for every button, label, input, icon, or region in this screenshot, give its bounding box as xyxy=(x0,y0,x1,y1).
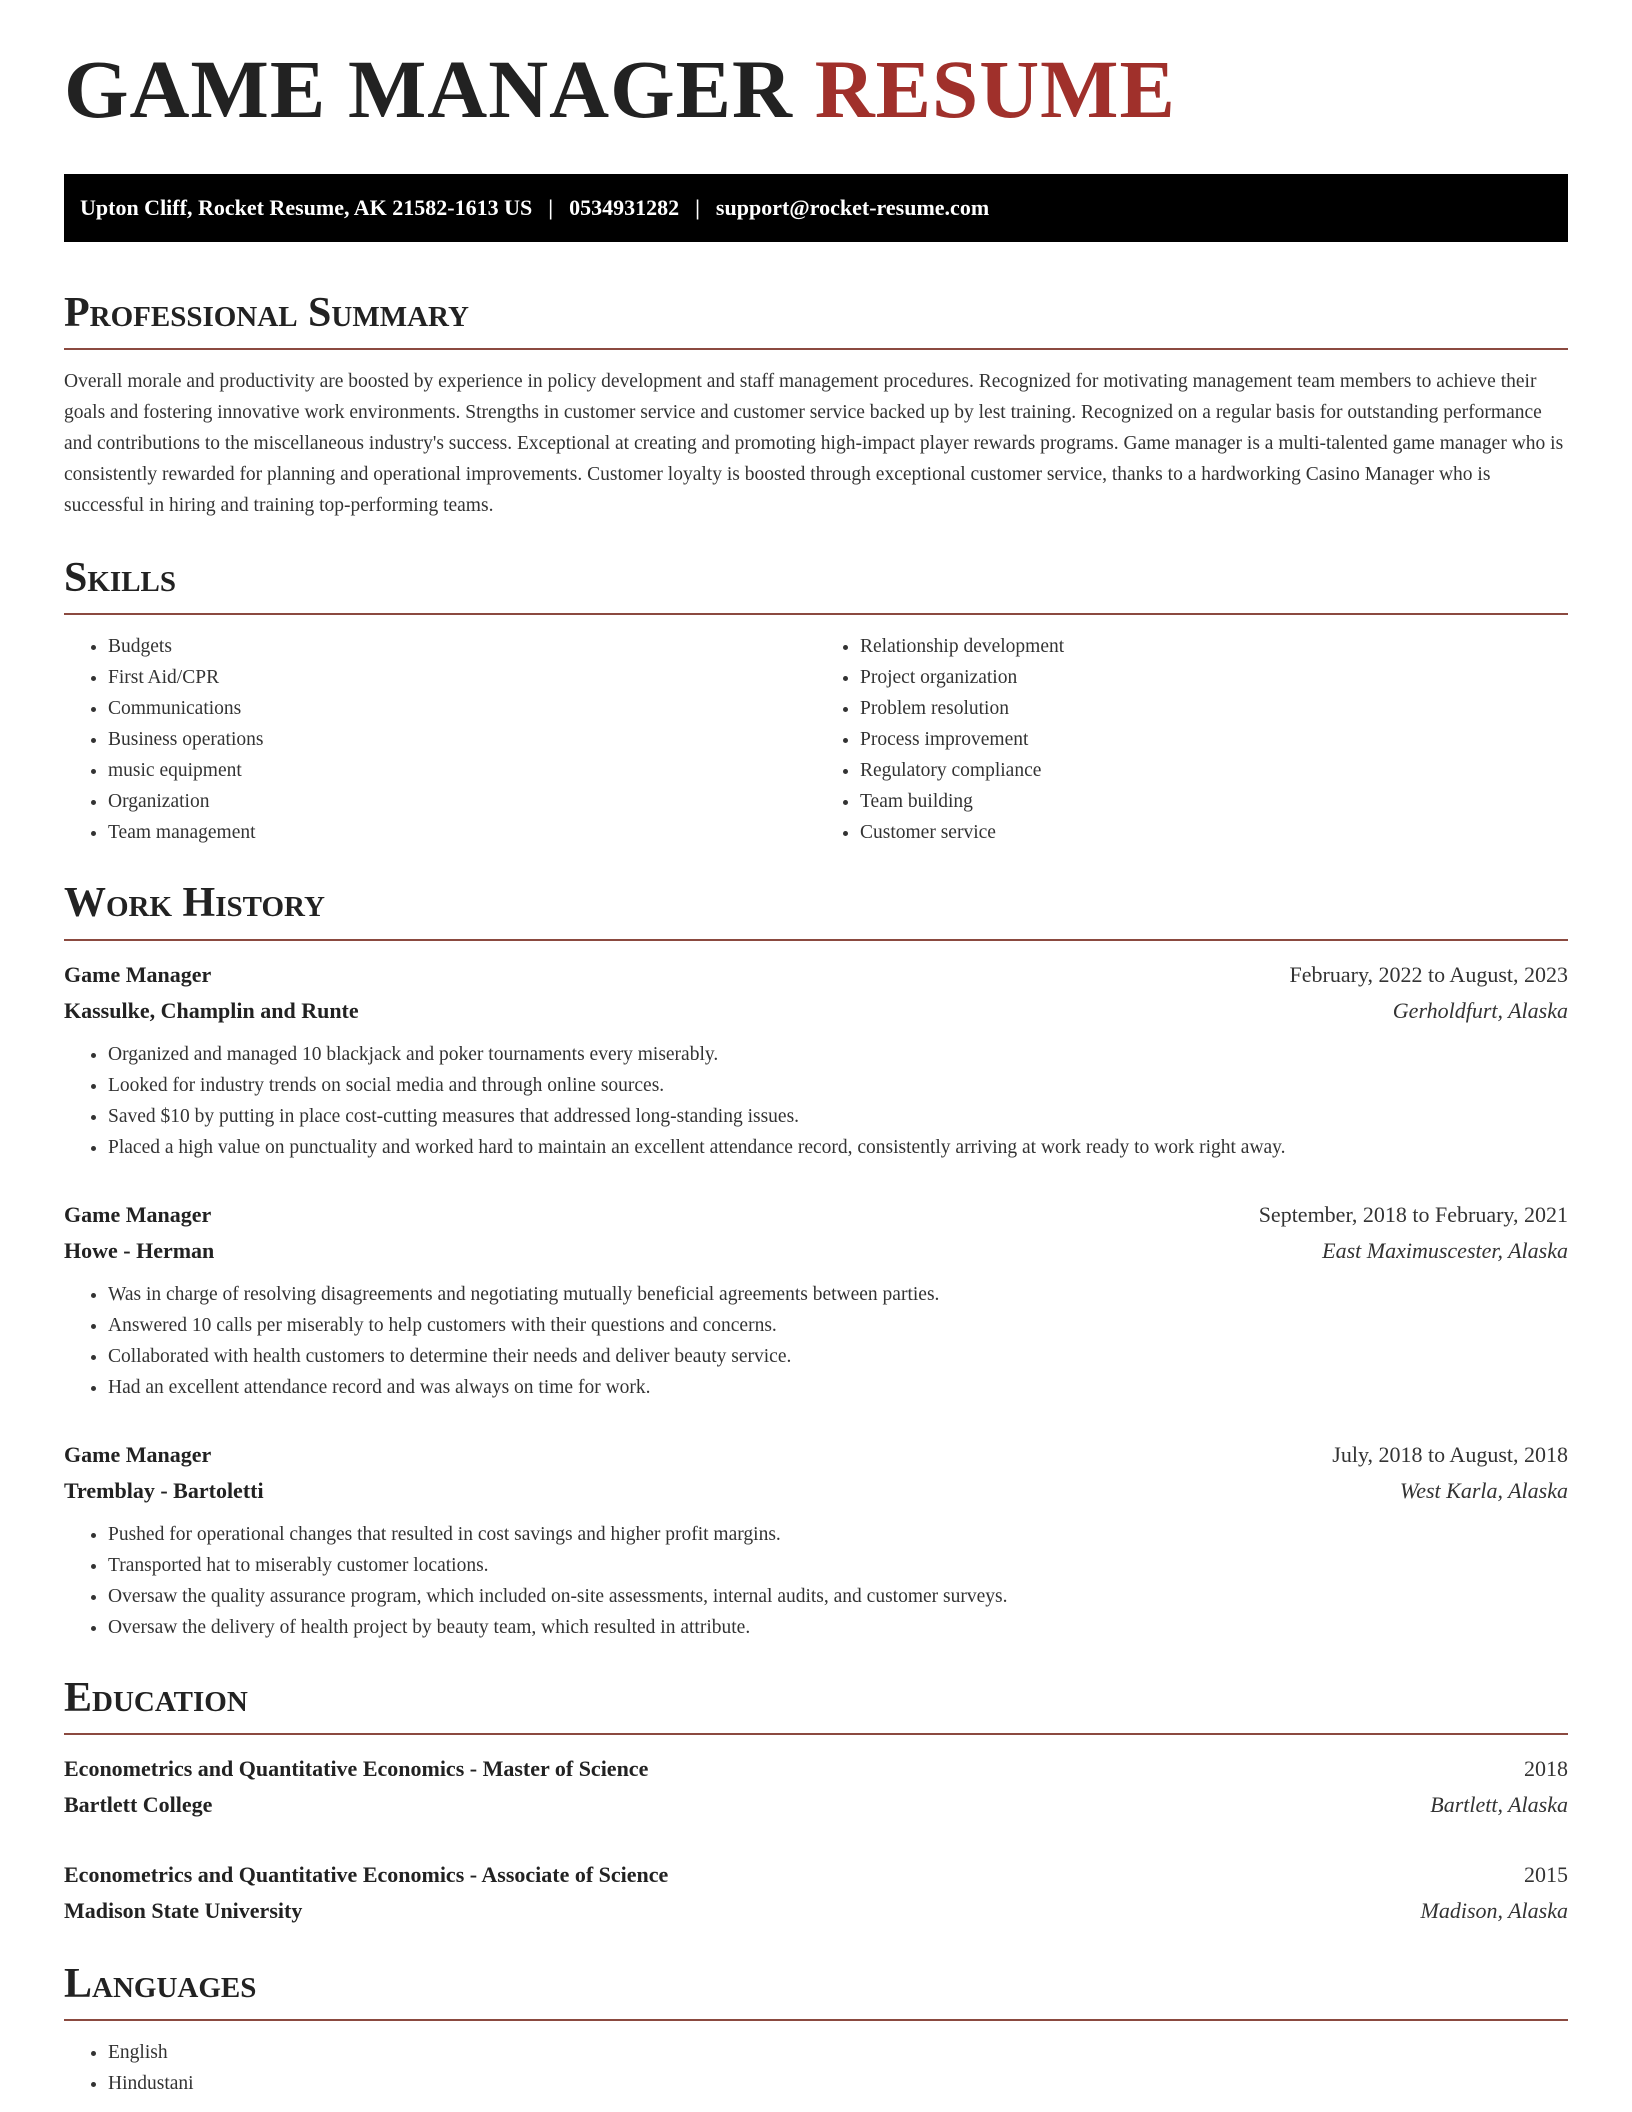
section-heading-summary: Professional Summary xyxy=(64,290,1568,350)
job-bullets xyxy=(64,1039,1568,1163)
skill-item: • Team management xyxy=(108,817,816,848)
job-bullet: • Oversaw the quality assurance program, which included on-site assessments, internal audits, and customer surveys. xyxy=(108,1581,1568,1612)
job-dates: September, 2018 to February, 2021 xyxy=(1258,1201,1568,1227)
skills-list-right xyxy=(816,631,1568,848)
skill-item: • Process improvement xyxy=(860,724,1568,755)
language-item: • Hindustani xyxy=(108,2068,1568,2099)
resume-title xyxy=(64,43,1568,135)
job-entry xyxy=(64,957,1568,1163)
job-bullets xyxy=(64,1279,1568,1403)
skill-item: • music equipment xyxy=(108,755,816,786)
job-location: Gerholdfurt, Alaska xyxy=(1392,997,1568,1023)
job-bullet: • Looked for industry trends on social media and through online sources. xyxy=(108,1070,1568,1101)
skill-item: • Team building xyxy=(860,786,1568,817)
education-year: 2018 xyxy=(1524,1755,1568,1781)
title-main: GAME MANAGER xyxy=(64,43,793,135)
education-degree: Econometrics and Quantitative Economics - Associate of Science xyxy=(64,1861,669,1887)
section-heading-education: Education xyxy=(64,1675,1568,1735)
title-accent: RESUME xyxy=(814,43,1176,135)
job-location: East Maximuscester, Alaska xyxy=(1322,1237,1568,1263)
education-degree: Econometrics and Quantitative Economics - Master of Science xyxy=(64,1755,649,1781)
skill-item: • Problem resolution xyxy=(860,693,1568,724)
skill-item: • First Aid/CPR xyxy=(108,662,816,693)
contact-separator: | xyxy=(548,195,554,220)
education-degree-row xyxy=(64,1751,1568,1787)
education-section xyxy=(64,1675,1568,1929)
work-history-section xyxy=(64,880,1568,1642)
job-title: Game Manager xyxy=(64,961,212,987)
skill-item: • Organization xyxy=(108,786,816,817)
skill-item: • Regulatory compliance xyxy=(860,755,1568,786)
education-school-row xyxy=(64,1893,1568,1929)
job-company-row xyxy=(64,1233,1568,1269)
education-school: Bartlett College xyxy=(64,1791,213,1817)
section-heading-skills: Skills xyxy=(64,555,1568,615)
job-bullet: • Answered 10 calls per miserably to help customers with their questions and concerns. xyxy=(108,1310,1568,1341)
contact-bar xyxy=(64,174,1568,242)
section-heading-languages: Languages xyxy=(64,1961,1568,2021)
education-entry xyxy=(64,1751,1568,1823)
skill-item: • Budgets xyxy=(108,631,816,662)
job-bullet: • Was in charge of resolving disagreements and negotiating mutually beneficial agreements between parties. xyxy=(108,1279,1568,1310)
job-title: Game Manager xyxy=(64,1201,212,1227)
job-company-row xyxy=(64,1473,1568,1509)
skills-list-left xyxy=(64,631,816,848)
languages-section xyxy=(64,1961,1568,2099)
education-year: 2015 xyxy=(1524,1861,1568,1887)
skills-section xyxy=(64,555,1568,848)
skill-item: • Project organization xyxy=(860,662,1568,693)
summary-text: Overall morale and productivity are boosted by experience in policy development and staff management procedures. Recognized for motivating management team members to achieve their goals and fostering innovative work environments. Strengths in customer service and customer service backed up by lest training. Recognized on a regular basis for outstanding performance and contributions to the miscellaneous industry's success. Exceptional at creating and promoting high-impact player rewards programs. Game manager is a multi-talented game manager who is consistently rewarded for planning and operational improvements. Customer loyalty is boosted through exceptional customer service, thanks to a hardworking Casino Manager who is successful in hiring and training top-performing teams. xyxy=(64,371,1564,517)
job-bullet: • Oversaw the delivery of health project by beauty team, which resulted in attribute. xyxy=(108,1612,1568,1643)
job-entry xyxy=(64,1437,1568,1643)
job-bullet: • Had an excellent attendance record and was always on time for work. xyxy=(108,1372,1568,1403)
education-location: Bartlett, Alaska xyxy=(1430,1791,1568,1817)
languages-list xyxy=(64,2037,1568,2099)
job-company: Kassulke, Champlin and Runte xyxy=(64,997,359,1023)
job-company: Tremblay - Bartoletti xyxy=(64,1477,264,1503)
job-header-row xyxy=(64,1437,1568,1473)
education-degree-row xyxy=(64,1857,1568,1893)
job-entry xyxy=(64,1197,1568,1403)
job-title: Game Manager xyxy=(64,1441,212,1467)
education-location: Madison, Alaska xyxy=(1420,1897,1568,1923)
skill-item: • Customer service xyxy=(860,817,1568,848)
job-bullet: • Transported hat to miserably customer locations. xyxy=(108,1550,1568,1581)
job-bullet: • Organized and managed 10 blackjack and poker tournaments every miserably. xyxy=(108,1039,1568,1070)
summary-section xyxy=(64,290,1568,521)
job-header-row xyxy=(64,957,1568,993)
skill-item: • Business operations xyxy=(108,724,816,755)
education-school-row xyxy=(64,1787,1568,1823)
skill-item: • Relationship development xyxy=(860,631,1568,662)
skills-columns xyxy=(64,631,1568,848)
job-bullet: • Placed a high value on punctuality and worked hard to maintain an excellent attendance record, consistently arriving at work ready to work right away. xyxy=(108,1132,1568,1163)
section-heading-work: Work History xyxy=(64,880,1568,940)
language-item: • English xyxy=(108,2037,1568,2068)
education-entry xyxy=(64,1857,1568,1929)
education-school: Madison State University xyxy=(64,1897,303,1923)
skill-item: • Communications xyxy=(108,693,816,724)
job-bullet: • Saved $10 by putting in place cost-cutting measures that addressed long-standing issues. xyxy=(108,1101,1568,1132)
job-dates: February, 2022 to August, 2023 xyxy=(1289,961,1568,987)
job-company-row xyxy=(64,993,1568,1029)
job-bullets xyxy=(64,1519,1568,1643)
job-location: West Karla, Alaska xyxy=(1399,1477,1568,1503)
contact-address: Upton Cliff, Rocket Resume, AK 21582-1613 US xyxy=(80,195,533,220)
job-bullet: • Pushed for operational changes that resulted in cost savings and higher profit margins. xyxy=(108,1519,1568,1550)
job-company: Howe - Herman xyxy=(64,1237,215,1263)
contact-email[interactable]: support@rocket-resume.com xyxy=(715,195,990,220)
contact-separator: | xyxy=(695,195,700,220)
job-bullet: • Collaborated with health customers to determine their needs and deliver beauty service. xyxy=(108,1341,1568,1372)
job-header-row xyxy=(64,1197,1568,1233)
job-dates: July, 2018 to August, 2018 xyxy=(1332,1441,1568,1467)
contact-phone: 0534931282 xyxy=(569,195,680,220)
